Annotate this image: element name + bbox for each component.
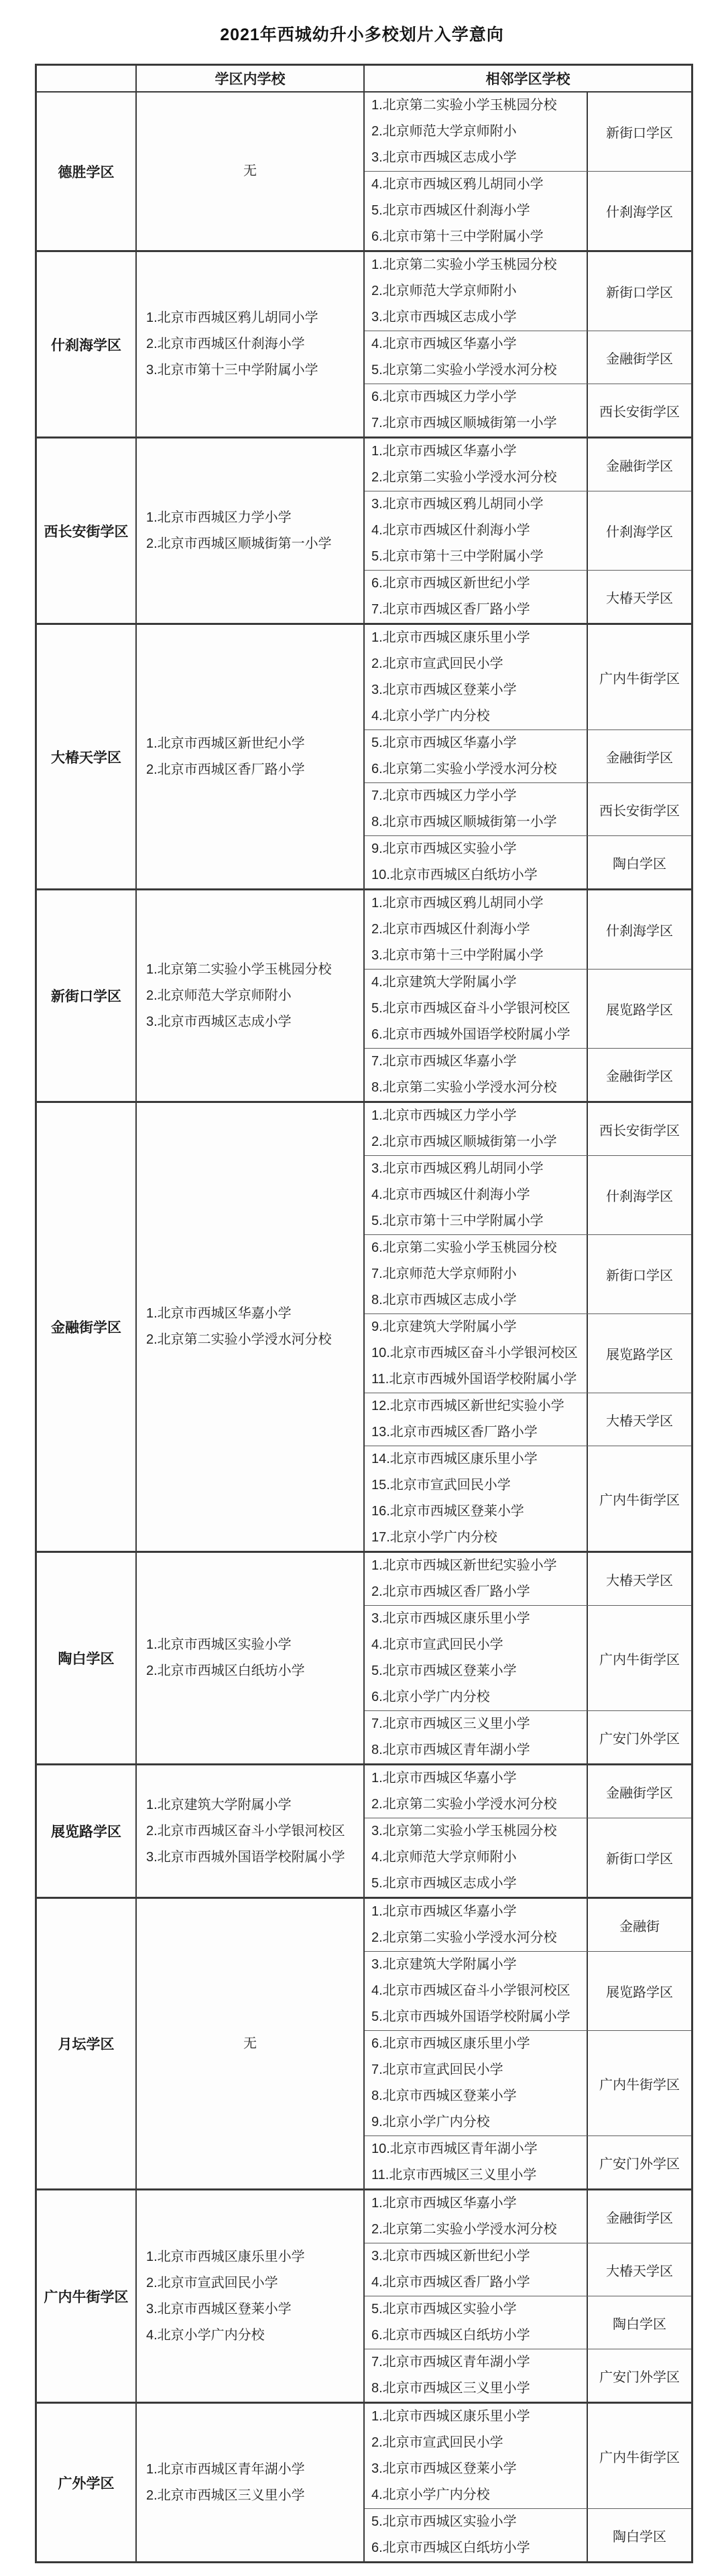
adjacent-schools-list — [365, 970, 588, 1048]
adjacent-school-item: 7.北京市西城区青年湖小学 — [371, 2355, 530, 2369]
adjacent-school-item: 7.北京市西城区香厂路小学 — [371, 602, 530, 617]
district-row — [37, 1551, 691, 1763]
adjacent-district-cell: 广安门外学区 — [599, 2369, 680, 2385]
adjacent-school-item: 4.北京市西城区奋斗小学银河校区 — [371, 1983, 570, 1998]
adjacent-school-item: 5.北京市西城区华嘉小学 — [371, 736, 517, 750]
adjacent-school-item: 6.北京小学广内分校 — [371, 1690, 490, 1704]
adjacent-school-item: 2.北京师范大学京师附小 — [371, 124, 517, 139]
adjacent-school-item: 3.北京市西城区志成小学 — [371, 310, 517, 325]
adjacent-school-item: 6.北京市西城区力学小学 — [371, 390, 517, 404]
district-name-cell: 什刹海学区 — [37, 252, 137, 436]
district-name-cell: 大椿天学区 — [37, 625, 137, 888]
adjacent-school-item: 6.北京市西城区新世纪小学 — [371, 576, 530, 591]
district-row — [37, 436, 691, 623]
own-school-item: 1.北京建筑大学附属小学 — [146, 1797, 292, 1812]
table-header-row — [37, 66, 691, 93]
adjacent-group — [365, 1393, 691, 1446]
district-name-cell: 陶白学区 — [37, 1553, 137, 1763]
header-adjacent-schools: 相邻学区学校 — [485, 72, 570, 87]
adjacent-district-cell: 西长安街学区 — [599, 1123, 680, 1138]
adjacent-school-item: 4.北京市西城区什刹海小学 — [371, 523, 530, 538]
adjacent-group — [365, 171, 691, 250]
adjacent-group — [365, 570, 691, 623]
adjacent-group — [365, 625, 691, 729]
own-schools-cell — [137, 1553, 365, 1763]
adjacent-group — [365, 835, 691, 888]
adjacent-group — [365, 782, 691, 835]
own-school-item: 2.北京市西城区香厂路小学 — [146, 762, 305, 777]
adjacent-school-item: 4.北京市西城区华嘉小学 — [371, 337, 517, 351]
adjacent-school-item: 7.北京市西城区三义里小学 — [371, 1716, 530, 1731]
adjacent-school-item: 2.北京市宣武回民小学 — [371, 656, 503, 671]
adjacent-district-cell: 金融街学区 — [606, 1785, 673, 1801]
adjacent-school-item: 2.北京第二实验小学涭水河分校 — [371, 1930, 557, 1945]
adjacent-group — [365, 890, 691, 969]
district-name-cell: 广内牛街学区 — [37, 2190, 137, 2402]
adjacent-schools-list — [365, 2349, 588, 2402]
adjacent-school-item: 15.北京市宣武回民小学 — [371, 1478, 511, 1492]
adjacent-schools-list — [365, 1553, 588, 1605]
adjacent-school-item: 3.北京市西城区鸦儿胡同小学 — [371, 1161, 544, 1176]
adjacent-school-item: 5.北京市西城区实验小学 — [371, 2302, 517, 2317]
adjacent-groups-cell — [365, 2190, 691, 2402]
adjacent-school-item: 8.北京市西城区登莱小学 — [371, 2089, 517, 2103]
own-schools-cell — [137, 93, 365, 250]
adjacent-schools-list — [365, 2136, 588, 2188]
adjacent-group — [365, 729, 691, 782]
own-schools-cell — [137, 1103, 365, 1551]
adjacent-school-item: 4.北京市西城区香厂路小学 — [371, 2275, 530, 2290]
district-row — [37, 1101, 691, 1551]
adjacent-schools-list — [365, 1156, 588, 1234]
adjacent-schools-list — [365, 2190, 588, 2243]
own-school-item: 2.北京市西城区什刹海小学 — [146, 337, 305, 351]
adjacent-schools-list — [365, 331, 588, 384]
adjacent-group — [365, 1765, 691, 1818]
adjacent-group — [365, 2243, 691, 2296]
adjacent-schools-list — [365, 384, 588, 436]
adjacent-district-cell: 什刹海学区 — [606, 1189, 673, 1204]
own-school-item: 1.北京市西城区青年湖小学 — [146, 2461, 305, 2477]
own-school-item: 2.北京市宣武回民小学 — [146, 2275, 278, 2290]
adjacent-district-cell: 展览路学区 — [606, 1348, 673, 1362]
adjacent-district-cell: 金融街学区 — [606, 459, 673, 474]
adjacent-group — [365, 438, 691, 491]
adjacent-schools-list — [365, 172, 588, 250]
adjacent-school-item: 7.北京市西城区力学小学 — [371, 788, 517, 803]
own-school-item: 2.北京市西城区三义里小学 — [146, 2487, 305, 2503]
adjacent-group — [365, 1710, 691, 1763]
adjacent-school-item: 4.北京市宣武回民小学 — [371, 1637, 503, 1652]
adjacent-school-item: 3.北京市西城区鸦儿胡同小学 — [371, 497, 544, 512]
adjacent-district-cell: 什刹海学区 — [606, 525, 673, 540]
adjacent-district-cell: 广内牛街学区 — [599, 1492, 680, 1508]
adjacent-group — [365, 1818, 691, 1897]
adjacent-group — [365, 1155, 691, 1234]
adjacent-school-item: 6.北京市西城区白纸坊小学 — [371, 2328, 530, 2343]
district-row — [37, 2188, 691, 2402]
page-title: 2021年西城幼升小多校划片入学意向 — [220, 25, 504, 44]
own-school-item: 2.北京第二实验小学涭水河分校 — [146, 1332, 332, 1347]
district-row — [37, 2402, 691, 2561]
header-own-schools: 学区内学校 — [137, 66, 365, 91]
adjacent-groups-cell — [365, 438, 691, 623]
adjacent-school-item: 13.北京市西城区香厂路小学 — [371, 1425, 538, 1440]
adjacent-group — [365, 2508, 691, 2561]
adjacent-school-item: 5.北京第二实验小学涭水河分校 — [371, 363, 557, 377]
adjacent-schools-list — [365, 2509, 588, 2561]
adjacent-school-item: 3.北京市西城区康乐里小学 — [371, 1611, 530, 1626]
adjacent-district-cell: 什刹海学区 — [606, 924, 673, 939]
own-school-item: 4.北京小学广内分校 — [146, 2327, 265, 2343]
adjacent-schools-list — [365, 438, 588, 491]
adjacent-school-item: 5.北京市第十三中学附属小学 — [371, 1214, 544, 1228]
adjacent-school-item: 5.北京市西城区奋斗小学银河校区 — [371, 1001, 570, 1016]
adjacent-group — [365, 2404, 691, 2508]
adjacent-school-item: 5.北京市第十三中学附属小学 — [371, 549, 544, 564]
adjacent-school-item: 2.北京第二实验小学涭水河分校 — [371, 1797, 557, 1812]
adjacent-school-item: 8.北京市西城区顺城街第一小学 — [371, 815, 557, 829]
adjacent-school-item: 3.北京市西城区登莱小学 — [371, 683, 517, 697]
adjacent-school-item: 6.北京市西城区康乐里小学 — [371, 2036, 530, 2051]
district-name-cell: 新街口学区 — [37, 890, 137, 1101]
adjacent-group — [365, 2135, 691, 2188]
adjacent-school-item: 1.北京市西城区华嘉小学 — [371, 1904, 517, 1919]
adjacent-school-item: 17.北京小学广内分校 — [371, 1530, 497, 1545]
adjacent-group — [365, 1899, 691, 1951]
adjacent-schools-list — [365, 1606, 588, 1710]
adjacent-school-item: 5.北京市西城区什刹海小学 — [371, 203, 530, 218]
adjacent-school-item: 3.北京建筑大学附属小学 — [371, 1957, 517, 1972]
adjacent-group — [365, 1951, 691, 2030]
adjacent-district-cell: 大椿天学区 — [606, 591, 673, 606]
adjacent-schools-list — [365, 1765, 588, 1818]
adjacent-group — [365, 1103, 691, 1155]
adjacent-district-cell: 展览路学区 — [606, 1985, 673, 2000]
adjacent-school-item: 7.北京师范大学京师附小 — [371, 1267, 517, 1281]
adjacent-district-cell: 广安门外学区 — [599, 1731, 680, 1747]
adjacent-school-item: 8.北京市西城区青年湖小学 — [371, 1743, 530, 1757]
adjacent-school-item: 4.北京市西城区什刹海小学 — [371, 1187, 530, 1202]
adjacent-district-cell: 金融街 — [619, 1919, 660, 1934]
own-schools-cell — [137, 1765, 365, 1897]
adjacent-school-item: 1.北京市西城区康乐里小学 — [371, 630, 530, 645]
adjacent-groups-cell — [365, 1103, 691, 1551]
adjacent-school-item: 6.北京第二实验小学玉桃园分校 — [371, 1240, 557, 1255]
adjacent-school-item: 11.北京市西城区三义里小学 — [371, 2168, 537, 2182]
district-row — [37, 1897, 691, 2188]
own-school-item: 3.北京市西城区登莱小学 — [146, 2301, 292, 2317]
adjacent-group — [365, 384, 691, 436]
adjacent-district-cell: 广安门外学区 — [599, 2156, 680, 2172]
adjacent-schools-list — [365, 93, 588, 171]
adjacent-group — [365, 1446, 691, 1551]
adjacent-group — [365, 2296, 691, 2349]
district-row — [37, 1763, 691, 1897]
adjacent-schools-list — [365, 1235, 588, 1313]
adjacent-district-cell: 西长安街学区 — [599, 803, 680, 819]
adjacent-schools-list — [365, 730, 588, 782]
adjacent-group — [365, 2190, 691, 2243]
adjacent-group — [365, 969, 691, 1048]
adjacent-district-cell: 金融街学区 — [606, 1069, 673, 1084]
adjacent-schools-list — [365, 2031, 588, 2135]
adjacent-groups-cell — [365, 1553, 691, 1763]
adjacent-group — [365, 2349, 691, 2402]
adjacent-school-item: 8.北京第二实验小学涭水河分校 — [371, 1080, 557, 1095]
adjacent-district-cell: 广内牛街学区 — [599, 671, 680, 687]
district-name-cell: 金融街学区 — [37, 1103, 137, 1551]
own-schools-cell — [137, 2190, 365, 2402]
adjacent-district-cell: 陶白学区 — [613, 2317, 666, 2332]
adjacent-groups-cell — [365, 93, 691, 250]
adjacent-group — [365, 1234, 691, 1313]
adjacent-district-cell: 大椿天学区 — [606, 1573, 673, 1588]
district-row — [37, 888, 691, 1101]
adjacent-school-item: 5.北京市西城区登莱小学 — [371, 1663, 517, 1678]
adjacent-district-cell: 什刹海学区 — [606, 205, 673, 220]
adjacent-schools-list — [365, 571, 588, 623]
own-schools-cell — [137, 438, 365, 623]
adjacent-school-item: 3.北京市第十三中学附属小学 — [371, 948, 544, 963]
adjacent-district-cell: 大椿天学区 — [606, 1413, 673, 1429]
adjacent-groups-cell — [365, 1899, 691, 2188]
adjacent-school-item: 7.北京市西城区华嘉小学 — [371, 1054, 517, 1069]
adjacent-district-cell: 金融街学区 — [606, 2211, 673, 2226]
adjacent-group — [365, 331, 691, 384]
adjacent-school-item: 4.北京市西城区鸦儿胡同小学 — [371, 177, 544, 192]
school-zoning-table — [35, 64, 693, 2563]
district-name-cell: 月坛学区 — [37, 1899, 137, 2188]
adjacent-school-item: 7.北京市西城区顺城街第一小学 — [371, 416, 557, 430]
adjacent-school-item: 5.北京市西城区志成小学 — [371, 1876, 517, 1891]
adjacent-school-item: 3.北京市西城区登莱小学 — [371, 2461, 517, 2476]
adjacent-schools-list — [365, 625, 588, 729]
adjacent-school-item: 1.北京第二实验小学玉桃园分校 — [371, 98, 557, 113]
adjacent-school-item: 2.北京市西城区香厂路小学 — [371, 1584, 530, 1599]
adjacent-school-item: 2.北京第二实验小学涭水河分校 — [371, 470, 557, 485]
adjacent-schools-list — [365, 1818, 588, 1897]
adjacent-schools-list — [365, 252, 588, 331]
adjacent-schools-list — [365, 1103, 588, 1155]
adjacent-school-item: 2.北京第二实验小学涭水河分校 — [371, 2222, 557, 2237]
adjacent-school-item: 8.北京市西城区三义里小学 — [371, 2381, 530, 2396]
adjacent-school-item: 6.北京市西城区白纸坊小学 — [371, 2540, 530, 2555]
adjacent-schools-list — [365, 2404, 588, 2508]
adjacent-group — [365, 1553, 691, 1605]
adjacent-school-item: 10.北京市西城区白纸坊小学 — [371, 868, 538, 882]
district-name-cell: 德胜学区 — [37, 93, 137, 250]
district-name-cell: 广外学区 — [37, 2404, 137, 2561]
adjacent-schools-list — [365, 783, 588, 835]
adjacent-school-item: 1.北京第二实验小学玉桃园分校 — [371, 257, 557, 272]
adjacent-school-item: 2.北京师范大学京师附小 — [371, 284, 517, 298]
own-school-item: 2.北京市西城区顺城街第一小学 — [146, 536, 332, 551]
adjacent-school-item: 1.北京市西城区华嘉小学 — [371, 2196, 517, 2211]
adjacent-group — [365, 1605, 691, 1710]
adjacent-groups-cell — [365, 2404, 691, 2561]
adjacent-district-cell: 陶白学区 — [613, 856, 666, 872]
own-schools-cell — [137, 1899, 365, 2188]
own-school-item: 1.北京市西城区华嘉小学 — [146, 1306, 292, 1321]
adjacent-district-cell: 新街口学区 — [606, 126, 673, 141]
own-none-label: 无 — [243, 2036, 257, 2051]
adjacent-group — [365, 2030, 691, 2135]
adjacent-district-cell: 新街口学区 — [606, 286, 673, 300]
own-school-item: 3.北京市西城外国语学校附属小学 — [146, 1849, 345, 1865]
adjacent-group — [365, 491, 691, 570]
adjacent-school-item: 3.北京市西城区志成小学 — [371, 150, 517, 165]
adjacent-school-item: 9.北京建筑大学附属小学 — [371, 1320, 517, 1334]
own-schools-cell — [137, 890, 365, 1101]
adjacent-district-cell: 广内牛街学区 — [599, 2077, 680, 2093]
adjacent-school-item: 1.北京市西城区新世纪实验小学 — [371, 1558, 557, 1573]
adjacent-school-item: 12.北京市西城区新世纪实验小学 — [371, 1399, 564, 1413]
adjacent-group — [365, 93, 691, 171]
adjacent-groups-cell — [365, 252, 691, 436]
adjacent-schools-list — [365, 1899, 588, 1951]
adjacent-school-item: 2.北京市宣武回民小学 — [371, 2435, 503, 2450]
adjacent-groups-cell — [365, 1765, 691, 1897]
adjacent-district-cell: 新街口学区 — [606, 1269, 673, 1283]
own-school-item: 1.北京市西城区新世纪小学 — [146, 736, 305, 751]
adjacent-school-item: 5.北京市西城外国语学校附属小学 — [371, 2009, 570, 2024]
adjacent-district-cell: 广内牛街学区 — [599, 1652, 680, 1667]
adjacent-district-cell: 大椿天学区 — [606, 2264, 673, 2279]
adjacent-school-item: 6.北京第二实验小学涭水河分校 — [371, 762, 557, 776]
adjacent-school-item: 11.北京市西城外国语学校附属小学 — [371, 1372, 577, 1387]
adjacent-school-item: 2.北京市西城区顺城街第一小学 — [371, 1134, 557, 1149]
adjacent-school-item: 4.北京小学广内分校 — [371, 2487, 490, 2502]
adjacent-school-item: 16.北京市西城区登莱小学 — [371, 1504, 524, 1519]
adjacent-school-item: 7.北京市宣武回民小学 — [371, 2062, 503, 2077]
adjacent-school-item: 9.北京小学广内分校 — [371, 2115, 490, 2129]
own-school-item: 2.北京市西城区奋斗小学银河校区 — [146, 1823, 345, 1838]
adjacent-school-item: 10.北京市西城区奋斗小学银河校区 — [371, 1346, 578, 1360]
adjacent-district-cell: 金融街学区 — [606, 351, 673, 367]
own-schools-cell — [137, 625, 365, 888]
own-school-item: 1.北京市西城区实验小学 — [146, 1637, 292, 1652]
adjacent-district-cell: 广内牛街学区 — [599, 2450, 680, 2465]
adjacent-school-item: 3.北京第二实验小学玉桃园分校 — [371, 1824, 557, 1838]
header-corner-cell — [37, 66, 137, 91]
adjacent-schools-list — [365, 1314, 588, 1393]
district-name-cell: 西长安街学区 — [37, 438, 137, 623]
adjacent-schools-list — [365, 491, 588, 570]
adjacent-group — [365, 252, 691, 331]
table-body — [37, 93, 691, 2561]
own-schools-cell — [137, 252, 365, 436]
adjacent-group — [365, 1313, 691, 1393]
adjacent-district-cell: 金融街学区 — [606, 750, 673, 766]
adjacent-school-item: 2.北京市西城区什刹海小学 — [371, 922, 530, 937]
adjacent-district-cell: 新街口学区 — [606, 1852, 673, 1867]
adjacent-district-cell: 展览路学区 — [606, 1003, 673, 1018]
adjacent-groups-cell — [365, 890, 691, 1101]
adjacent-district-cell: 西长安街学区 — [599, 404, 680, 420]
adjacent-schools-list — [365, 1049, 588, 1101]
district-row — [37, 93, 691, 250]
adjacent-school-item: 1.北京市西城区鸦儿胡同小学 — [371, 896, 544, 911]
adjacent-school-item: 1.北京市西城区华嘉小学 — [371, 444, 517, 459]
adjacent-school-item: 3.北京市西城区新世纪小学 — [371, 2249, 530, 2264]
own-school-item: 1.北京市西城区康乐里小学 — [146, 2249, 305, 2264]
adjacent-school-item: 6.北京市西城外国语学校附属小学 — [371, 1027, 570, 1042]
adjacent-school-item: 4.北京小学广内分校 — [371, 709, 490, 723]
adjacent-school-item: 4.北京师范大学京师附小 — [371, 1850, 517, 1865]
adjacent-school-item: 6.北京市第十三中学附属小学 — [371, 229, 544, 244]
adjacent-groups-cell — [365, 625, 691, 888]
adjacent-schools-list — [365, 2243, 588, 2296]
adjacent-schools-list — [365, 1446, 588, 1551]
adjacent-school-item: 1.北京市西城区华嘉小学 — [371, 1771, 517, 1785]
own-school-item: 2.北京师范大学京师附小 — [146, 988, 292, 1003]
adjacent-school-item: 10.北京市西城区青年湖小学 — [371, 2142, 538, 2156]
adjacent-school-item: 1.北京市西城区力学小学 — [371, 1108, 517, 1123]
own-none-label: 无 — [243, 164, 257, 178]
adjacent-school-item: 9.北京市西城区实验小学 — [371, 841, 517, 856]
own-school-item: 2.北京市西城区白纸坊小学 — [146, 1663, 305, 1678]
own-schools-cell — [137, 2404, 365, 2561]
adjacent-schools-list — [365, 2296, 588, 2349]
adjacent-schools-list — [365, 890, 588, 969]
adjacent-school-item: 4.北京建筑大学附属小学 — [371, 975, 517, 990]
own-school-item: 3.北京市西城区志成小学 — [146, 1014, 292, 1029]
own-school-item: 1.北京市西城区鸦儿胡同小学 — [146, 310, 318, 325]
adjacent-schools-list — [365, 1711, 588, 1763]
adjacent-school-item: 14.北京市西城区康乐里小学 — [371, 1452, 538, 1466]
adjacent-district-cell: 陶白学区 — [613, 2529, 666, 2544]
adjacent-schools-list — [365, 1952, 588, 2030]
adjacent-school-item: 5.北京市西城区实验小学 — [371, 2514, 517, 2529]
district-name-cell: 展览路学区 — [37, 1765, 137, 1897]
adjacent-group — [365, 1048, 691, 1101]
district-row — [37, 623, 691, 888]
adjacent-schools-list — [365, 1393, 588, 1446]
adjacent-school-item: 1.北京市西城区康乐里小学 — [371, 2409, 530, 2424]
adjacent-schools-list — [365, 836, 588, 888]
adjacent-school-item: 8.北京市西城区志成小学 — [371, 1293, 517, 1307]
district-row — [37, 250, 691, 436]
own-school-item: 3.北京市第十三中学附属小学 — [146, 363, 318, 377]
own-school-item: 1.北京市西城区力学小学 — [146, 510, 292, 525]
own-school-item: 1.北京第二实验小学玉桃园分校 — [146, 961, 332, 977]
